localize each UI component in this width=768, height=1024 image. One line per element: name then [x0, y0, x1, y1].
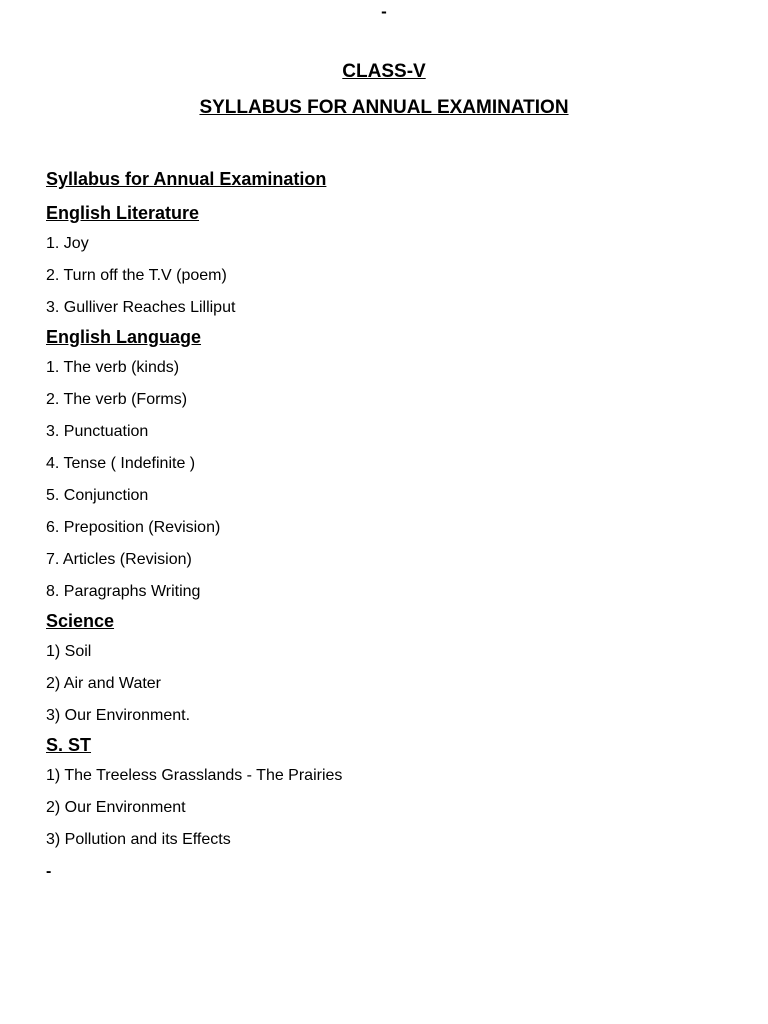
section-english-language [46, 324, 726, 608]
section-science [46, 608, 726, 732]
list-item: 2. Turn off the T.V (poem) [46, 267, 227, 284]
intro-heading: Syllabus for Annual Examination [46, 169, 327, 189]
section-heading: English Language [46, 327, 202, 347]
section-heading: English Literature [46, 203, 200, 223]
syllabus-content [46, 166, 726, 882]
list-item: 1) The Treeless Grasslands - The Prairies [46, 767, 343, 784]
bottom-mark: - [46, 863, 52, 880]
list-item: 2) Air and Water [46, 675, 162, 692]
list-item: 6. Preposition (Revision) [46, 519, 221, 536]
section-heading: S. ST [46, 735, 92, 755]
list-item: 3. Punctuation [46, 423, 149, 440]
class-title: CLASS-V [342, 61, 426, 82]
list-item: 8. Paragraphs Writing [46, 583, 201, 600]
list-item: 1. Joy [46, 235, 89, 252]
list-item: 7. Articles (Revision) [46, 551, 192, 568]
list-item: 3. Gulliver Reaches Lilliput [46, 299, 236, 316]
section-social-studies [46, 732, 726, 856]
top-mark: - [381, 2, 387, 21]
section-heading: Science [46, 611, 115, 631]
list-item: 1) Soil [46, 643, 92, 660]
list-item: 3) Pollution and its Effects [46, 831, 231, 848]
list-item: 1. The verb (kinds) [46, 359, 180, 376]
list-item: 3) Our Environment. [46, 707, 191, 724]
exam-title: SYLLABUS FOR ANNUAL EXAMINATION [199, 97, 569, 118]
section-english-literature [46, 200, 726, 324]
list-item: 5. Conjunction [46, 487, 149, 504]
list-item: 2) Our Environment [46, 799, 186, 816]
list-item: 4. Tense ( Indefinite ) [46, 455, 196, 472]
list-item: 2. The verb (Forms) [46, 391, 188, 408]
